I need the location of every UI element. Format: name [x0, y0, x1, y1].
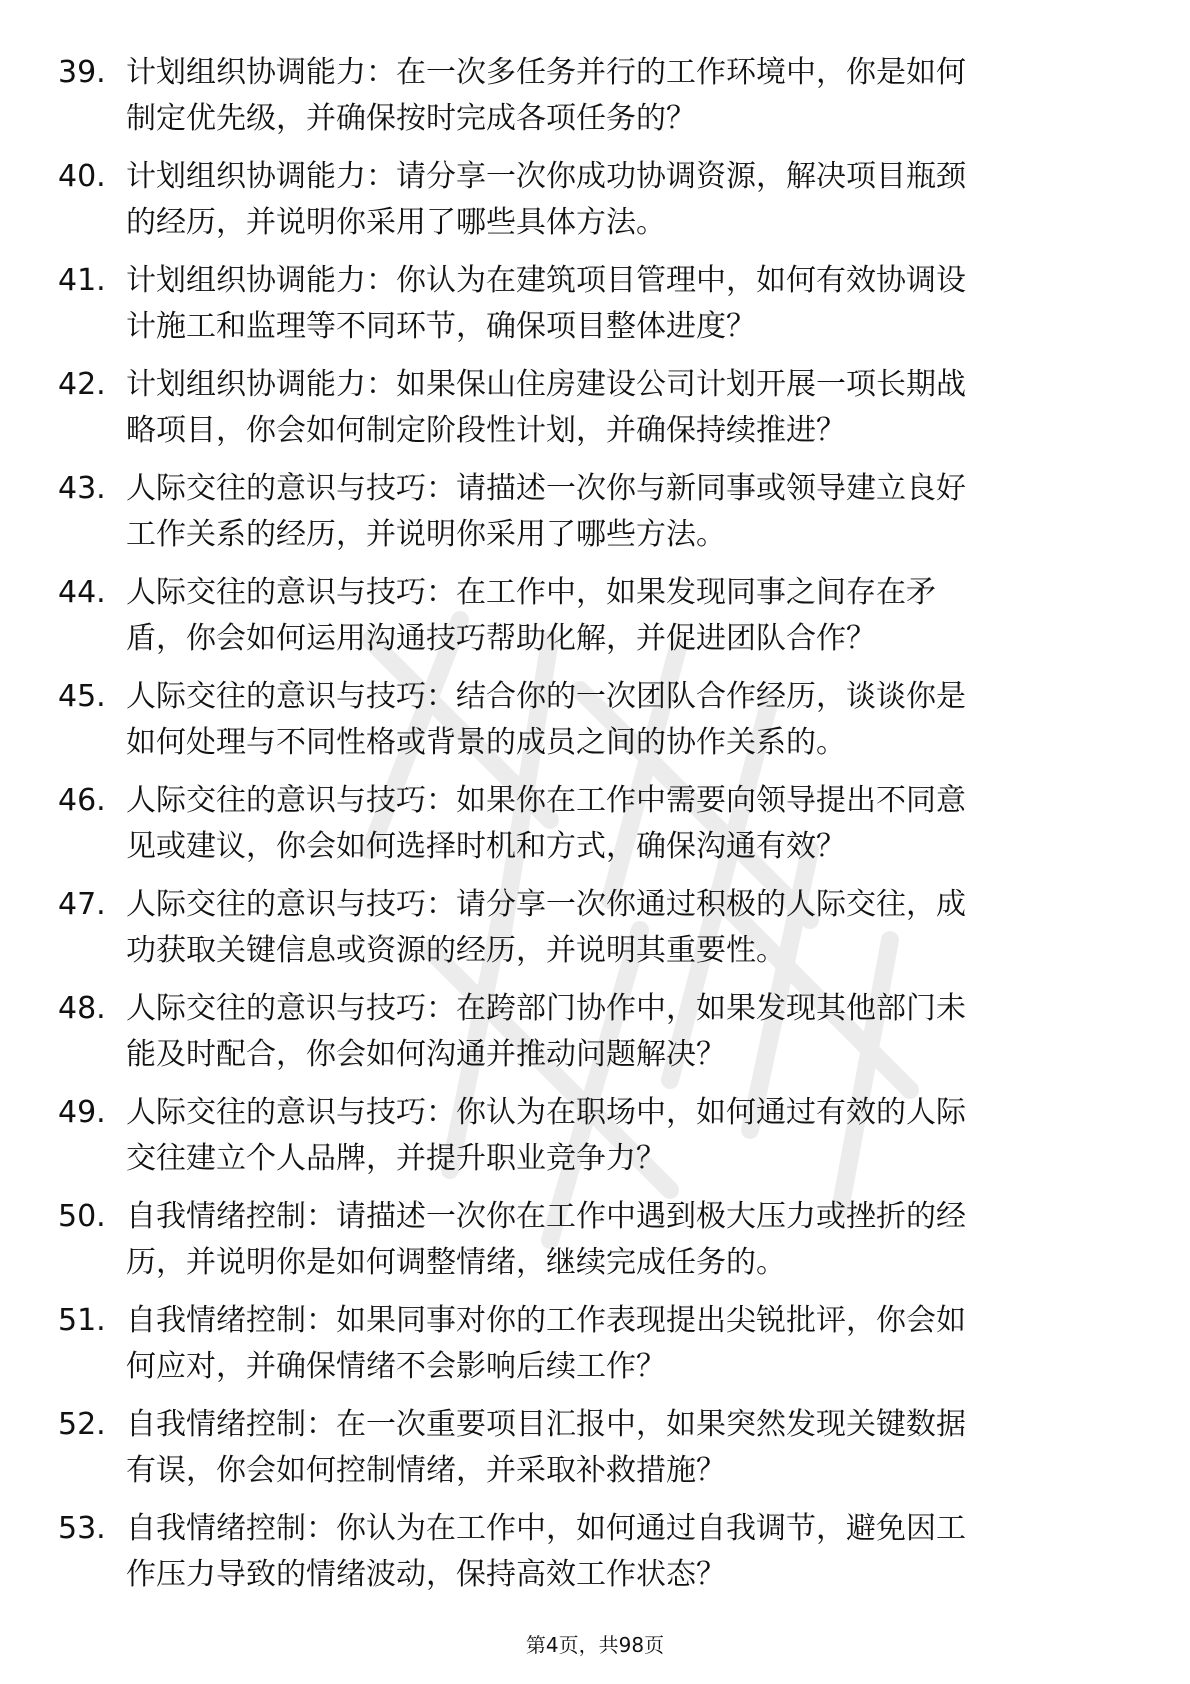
question-item [58, 1298, 1118, 1402]
question-number: 46. [58, 783, 106, 818]
question-text: 人际交往的意识与技巧：你认为在职场中，如何通过有效的人际 交往建立个人品牌，并提升职业竞争力？ [126, 1095, 966, 1176]
question-text: 人际交往的意识与技巧：如果你在工作中需要向领导提出不同意 见或建议，你会如何选择时机和方式，确保沟通有效？ [126, 783, 966, 864]
question-item [58, 570, 1118, 674]
question-text: 计划组织协调能力：你认为在建筑项目管理中，如何有效协调设 计施工和监理等不同环节，确保项目整体进度？ [126, 263, 966, 344]
question-text: 计划组织协调能力：在一次多任务并行的工作环境中，你是如何 制定优先级，并确保按时完成各项任务的？ [126, 55, 966, 136]
question-number: 45. [58, 679, 106, 714]
question-list [58, 50, 1118, 1610]
question-item [58, 1090, 1118, 1194]
question-item [58, 362, 1118, 466]
question-number: 49. [58, 1095, 106, 1130]
question-number: 44. [58, 575, 106, 610]
question-text: 自我情绪控制：在一次重要项目汇报中，如果突然发现关键数据 有误，你会如何控制情绪，并采取补救措施？ [126, 1407, 966, 1488]
question-text: 自我情绪控制：如果同事对你的工作表现提出尖锐批评，你会如 何应对，并确保情绪不会影响后续工作？ [126, 1303, 966, 1384]
question-item [58, 466, 1118, 570]
question-number: 43. [58, 471, 106, 506]
question-item [58, 1402, 1118, 1506]
question-number: 52. [58, 1407, 106, 1442]
question-item [58, 50, 1118, 154]
question-text: 人际交往的意识与技巧：在跨部门协作中，如果发现其他部门未 能及时配合，你会如何沟通并推动问题解决？ [126, 991, 966, 1072]
question-number: 40. [58, 159, 106, 194]
page-footer: 第4页，共98页 [525, 1633, 665, 1657]
question-text: 人际交往的意识与技巧：结合你的一次团队合作经历，谈谈你是 如何处理与不同性格或背景的成员之间的协作关系的。 [126, 679, 966, 760]
question-text: 人际交往的意识与技巧：请描述一次你与新同事或领导建立良好 工作关系的经历，并说明你采用了哪些方法。 [126, 471, 966, 552]
question-item [58, 986, 1118, 1090]
question-text: 人际交往的意识与技巧：请分享一次你通过积极的人际交往，成 功获取关键信息或资源的经历，并说明其重要性。 [126, 887, 966, 968]
question-number: 39. [58, 55, 106, 90]
question-text: 人际交往的意识与技巧：在工作中，如果发现同事之间存在矛 盾，你会如何运用沟通技巧帮助化解，并促进团队合作？ [126, 575, 936, 656]
question-item [58, 882, 1118, 986]
question-number: 53. [58, 1511, 106, 1546]
question-number: 50. [58, 1199, 106, 1234]
question-text: 计划组织协调能力：如果保山住房建设公司计划开展一项长期战 略项目，你会如何制定阶段性计划，并确保持续推进？ [126, 367, 966, 448]
question-number: 51. [58, 1303, 106, 1338]
question-item [58, 154, 1118, 258]
question-item [58, 1506, 1118, 1610]
question-number: 47. [58, 887, 106, 922]
question-text: 自我情绪控制：请描述一次你在工作中遇到极大压力或挫折的经 历，并说明你是如何调整情绪，继续完成任务的。 [126, 1199, 966, 1280]
question-number: 42. [58, 367, 106, 402]
question-number: 48. [58, 991, 106, 1026]
question-item [58, 258, 1118, 362]
question-item [58, 778, 1118, 882]
question-text: 自我情绪控制：你认为在工作中，如何通过自我调节，避免因工 作压力导致的情绪波动，保持高效工作状态？ [126, 1511, 966, 1592]
question-item [58, 674, 1118, 778]
question-item [58, 1194, 1118, 1298]
question-number: 41. [58, 263, 106, 298]
question-text: 计划组织协调能力：请分享一次你成功协调资源，解决项目瓶颈 的经历，并说明你采用了哪些具体方法。 [126, 159, 966, 240]
